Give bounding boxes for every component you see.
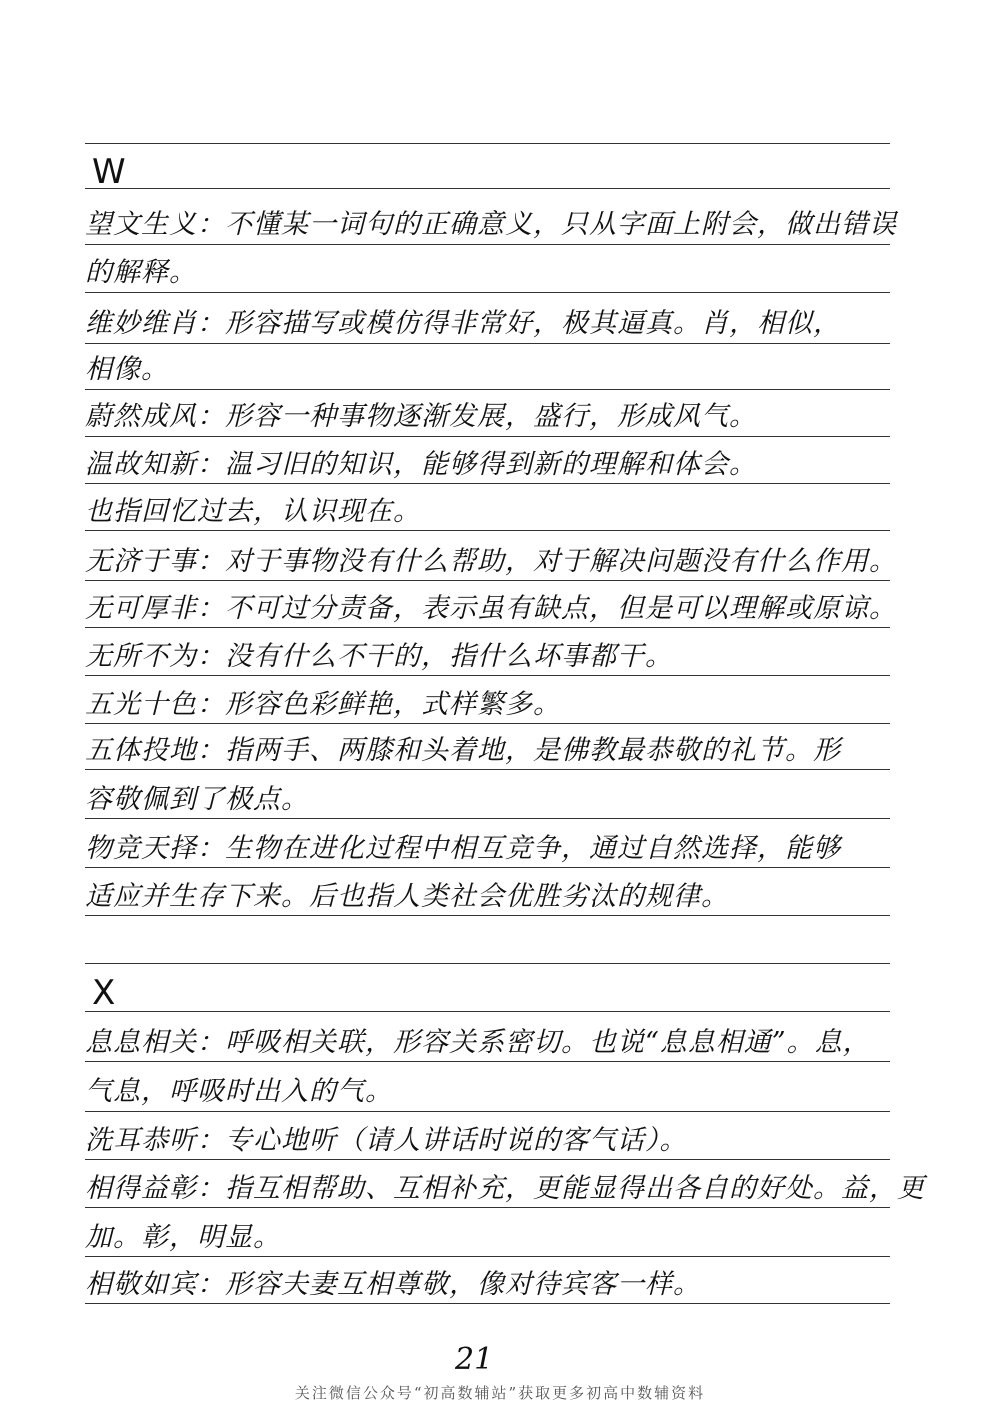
entry-line: 也指回忆过去，认识现在。	[85, 496, 421, 527]
ruled-line	[85, 389, 890, 390]
ruled-line	[85, 963, 890, 964]
ruled-line	[85, 1159, 890, 1160]
entry-line: 气息，呼吸时出入的气。	[85, 1076, 393, 1107]
ruled-line	[85, 292, 890, 293]
ruled-line	[85, 188, 890, 189]
entry-line: 五光十色：形容色彩鲜艳，式样繁多。	[85, 689, 561, 720]
entry-line: 无济于事：对于事物没有什么帮助，对于解决问题没有什么作用。	[85, 546, 897, 577]
ruled-line	[85, 867, 890, 868]
entry-line: 望文生义：不懂某一词句的正确意义，只从字面上附会，做出错误	[85, 209, 897, 240]
ruled-line	[85, 143, 890, 144]
ruled-line	[85, 343, 890, 344]
ruled-line	[85, 1303, 890, 1304]
entry-line: 加。彰，明显。	[85, 1222, 281, 1253]
ruled-line	[85, 915, 890, 916]
entry-line: 的解释。	[85, 257, 197, 288]
entry-line: 相敬如宾：形容夫妻互相尊敬，像对待宾客一样。	[85, 1269, 701, 1300]
entry-line: 维妙维肖：形容描写或模仿得非常好，极其逼真。肖，相似，	[85, 308, 841, 339]
entry-line: 洗耳恭听：专心地听（请人讲话时说的客气话）。	[85, 1125, 688, 1156]
ruled-line	[85, 1011, 890, 1012]
entry-line: 无所不为：没有什么不干的，指什么坏事都干。	[85, 641, 673, 672]
entry-line: 相像。	[85, 354, 169, 385]
entry-line: 适应并生存下来。后也指人类社会优胜劣汰的规律。	[85, 881, 729, 912]
ruled-line	[85, 818, 890, 819]
ruled-line	[85, 530, 890, 531]
entry-line: 温故知新：温习旧的知识，能够得到新的理解和体会。	[85, 449, 757, 480]
ruled-line	[85, 675, 890, 676]
ruled-line	[85, 627, 890, 628]
ruled-line	[85, 483, 890, 484]
entry-line: 息息相关：呼吸相关联，形容关系密切。也说“息息相通”。息，	[85, 1027, 871, 1058]
ruled-line	[85, 723, 890, 724]
entry-line: 五体投地：指两手、两膝和头着地，是佛教最恭敬的礼节。形	[85, 735, 841, 766]
ruled-line	[85, 244, 890, 245]
ruled-line	[85, 1256, 890, 1257]
page-number: 21	[455, 1342, 494, 1377]
entry-line: 容敬佩到了极点。	[85, 784, 309, 815]
section-letter-w: W	[92, 152, 126, 192]
ruled-line	[85, 580, 890, 581]
ruled-line	[85, 436, 890, 437]
entry-line: 相得益彰：指互相帮助、互相补充，更能显得出各自的好处。益，更	[85, 1173, 925, 1204]
ruled-line	[85, 1111, 890, 1112]
entry-line: 蔚然成风：形容一种事物逐渐发展，盛行，形成风气。	[85, 401, 757, 432]
ruled-line	[85, 1061, 890, 1062]
section-letter-x: X	[92, 973, 116, 1013]
ruled-line	[85, 1207, 890, 1208]
footer-note: 关注微信公众号“初高数辅站”获取更多初高中数辅资料	[294, 1384, 706, 1402]
entry-line: 物竞天择：生物在进化过程中相互竞争，通过自然选择，能够	[85, 833, 841, 864]
ruled-line	[85, 769, 890, 770]
entry-line: 无可厚非：不可过分责备，表示虽有缺点，但是可以理解或原谅。	[85, 593, 897, 624]
